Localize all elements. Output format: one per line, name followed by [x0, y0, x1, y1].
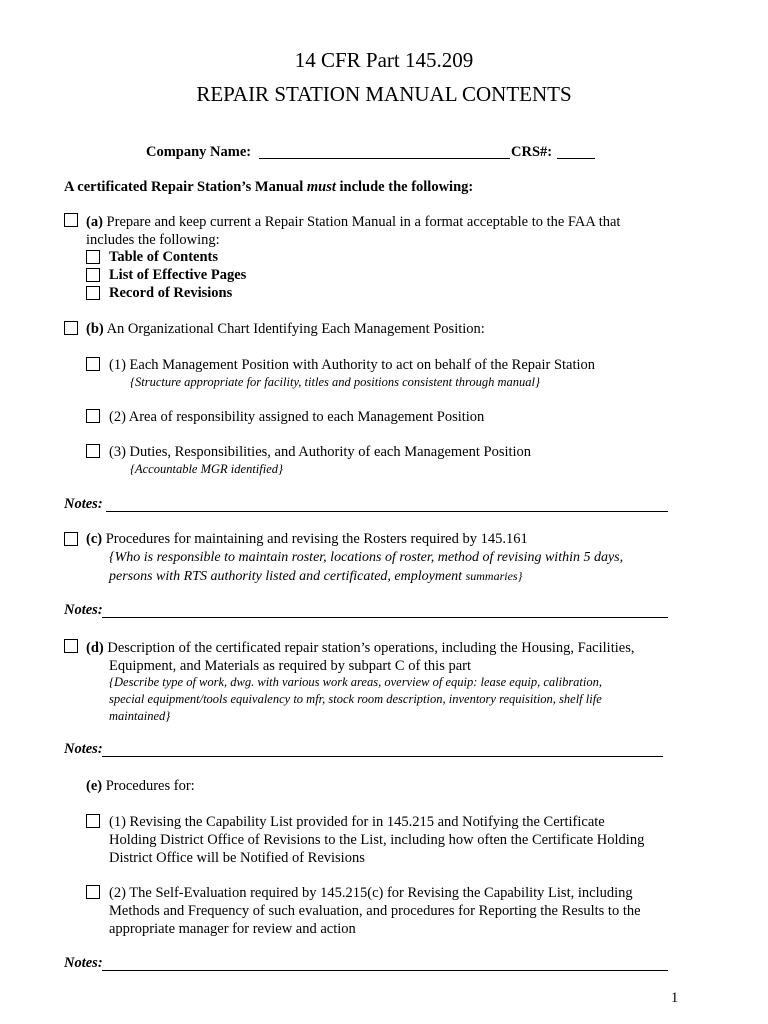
notes-field[interactable]	[102, 617, 668, 618]
item-b3-text: (3) Duties, Responsibilities, and Authority of each Management Position	[109, 444, 532, 460]
item-d-note-cont: special equipment/tools equivalency to mfr, stock room description, inventory requisition, shelf life	[109, 692, 602, 706]
table-of-contents-label: Table of Contents	[109, 249, 219, 265]
company-name-label: Company Name:	[146, 144, 252, 160]
notes-label: Notes:	[64, 602, 103, 618]
record-of-revisions-label: Record of Revisions	[109, 285, 233, 301]
list-of-effective-pages-label: List of Effective Pages	[109, 267, 247, 283]
checkbox-b1[interactable]	[86, 357, 100, 371]
item-b1-note: {Structure appropriate for facility, titles and positions consistent through manual}	[130, 375, 540, 389]
item-b2-text: (2) Area of responsibility assigned to each Management Position	[109, 409, 485, 425]
page-number: 1	[671, 990, 679, 1006]
notes-field[interactable]	[106, 511, 668, 512]
item-a-text: (a) Prepare and keep current a Repair Station Manual in a format acceptable to the FAA that	[86, 214, 621, 230]
item-a-text-cont: includes the following:	[86, 232, 220, 248]
checkbox-b3[interactable]	[86, 444, 100, 458]
notes-field[interactable]	[102, 756, 663, 757]
notes-label: Notes:	[64, 496, 103, 512]
intro-text: A certificated Repair Station’s Manual must include the following:	[64, 179, 474, 195]
notes-label: Notes:	[64, 741, 103, 757]
checkbox-e1[interactable]	[86, 814, 100, 828]
item-b3-note: {Accountable MGR identified}	[130, 462, 284, 476]
crs-label: CRS#:	[511, 144, 553, 160]
checkbox-b2[interactable]	[86, 409, 100, 423]
item-c-note-cont: persons with RTS authority listed and certificated, employment summaries}	[109, 569, 523, 584]
crs-number-field[interactable]	[557, 158, 595, 159]
checkbox-list-of-effective-pages[interactable]	[86, 268, 100, 282]
title-line-2: REPAIR STATION MANUAL CONTENTS	[196, 82, 572, 106]
notes-label: Notes:	[64, 955, 103, 971]
item-d-note-end: maintained}	[109, 709, 171, 723]
item-e1-text-end: District Office will be Notified of Revisions	[109, 850, 365, 866]
item-b-text: (b) An Organizational Chart Identifying Each Management Position:	[86, 321, 485, 337]
company-name-field[interactable]	[259, 158, 510, 159]
checkbox-c[interactable]	[64, 532, 78, 546]
notes-field[interactable]	[102, 970, 668, 971]
item-d-note: {Describe type of work, dwg. with various work areas, overview of equip: lease equip, calibration,	[109, 675, 603, 689]
item-e2-text: (2) The Self-Evaluation required by 145.215(c) for Revising the Capability List, including	[109, 885, 633, 901]
item-e1-text: (1) Revising the Capability List provided for in 145.215 and Notifying the Certificate	[109, 814, 605, 830]
item-e1-text-cont: Holding District Office of Revisions to the List, including how often the Certificate Holding	[109, 832, 645, 848]
checkbox-b[interactable]	[64, 321, 78, 335]
item-e2-text-cont: Methods and Frequency of such evaluation, and procedures for Reporting the Results to the	[109, 903, 641, 919]
checkbox-d[interactable]	[64, 639, 78, 653]
item-c-text: (c) Procedures for maintaining and revising the Rosters required by 145.161	[86, 531, 528, 547]
title-line-1: 14 CFR Part 145.209	[294, 48, 474, 72]
checkbox-record-of-revisions[interactable]	[86, 286, 100, 300]
item-c-note: {Who is responsible to maintain roster, locations of roster, method of revising within 5 days,	[109, 550, 624, 565]
checkbox-e2[interactable]	[86, 885, 100, 899]
item-e2-text-end: appropriate manager for review and action	[109, 921, 356, 937]
item-d-text: (d) Description of the certificated repair station’s operations, including the Housing, Facilities,	[86, 640, 635, 656]
item-e-text: (e) Procedures for:	[86, 778, 195, 794]
item-d-text-cont: Equipment, and Materials as required by subpart C of this part	[109, 658, 472, 674]
checkbox-table-of-contents[interactable]	[86, 250, 100, 264]
item-b1-text: (1) Each Management Position with Authority to act on behalf of the Repair Station	[109, 357, 596, 373]
checkbox-a[interactable]	[64, 213, 78, 227]
